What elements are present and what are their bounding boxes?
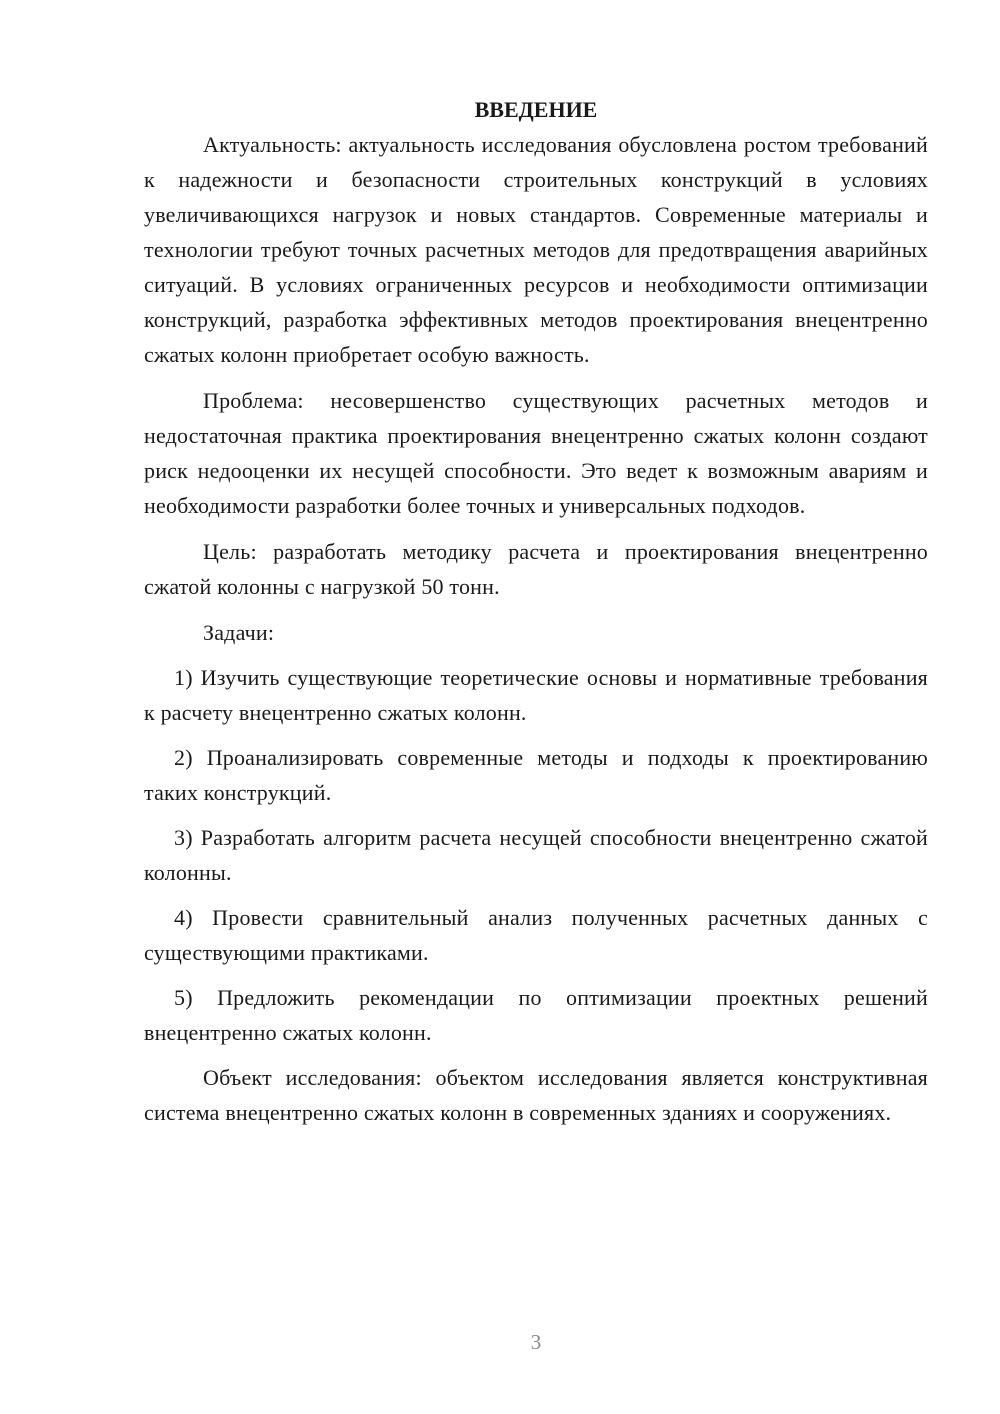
tasks-label: Задачи: [203,620,275,645]
paragraph-relevance: Актуальность: актуальность исследования обусловлена ростом требований к надежности и безопасности строительных конструкций в условиях увеличивающихся нагрузок и новых стандартов. Современные материалы и технологии требуют точных расчетных методов для предотвращения аварийных ситуаций. В условиях ограниченных ресурсов и необходимости оптимизации конструкций, разработка эффективных методов проектирования внецентренно сжатых колонн приобретает особую важность. [144,132,928,367]
page-number: 3 [530,1330,542,1354]
section-heading: ВВЕДЕНИЕ [474,97,598,122]
paragraph-problem: Проблема: несовершенство существующих расчетных методов и недостаточная практика проектирования внецентренно сжатых колонн создают риск недооценки их несущей способности. Это ведет к возможным авариям и необходимости разработки более точных и универсальных подходов. [144,388,928,518]
task-item-3: 3) Разработать алгоритм расчета несущей способности внецентренно сжатой колонны. [144,825,928,885]
task-item-1: 1) Изучить существующие теоретические основы и нормативные требования к расчету внецентренно сжатых колонн. [144,665,928,725]
task-item-4: 4) Провести сравнительный анализ полученных расчетных данных с существующими практиками. [144,905,928,965]
task-item-5: 5) Предложить рекомендации по оптимизации проектных решений внецентренно сжатых колонн. [144,985,928,1045]
paragraph-object: Объект исследования: объектом исследования является конструктивная система внецентренно сжатых колонн в современных зданиях и сооружениях. [144,1065,928,1125]
task-item-2: 2) Проанализировать современные методы и подходы к проектированию таких конструкций. [144,745,928,805]
document-body [144,92,928,1130]
paragraph-goal: Цель: разработать методику расчета и проектирования внецентренно сжатой колонны с нагрузкой 50 тонн. [144,539,928,599]
